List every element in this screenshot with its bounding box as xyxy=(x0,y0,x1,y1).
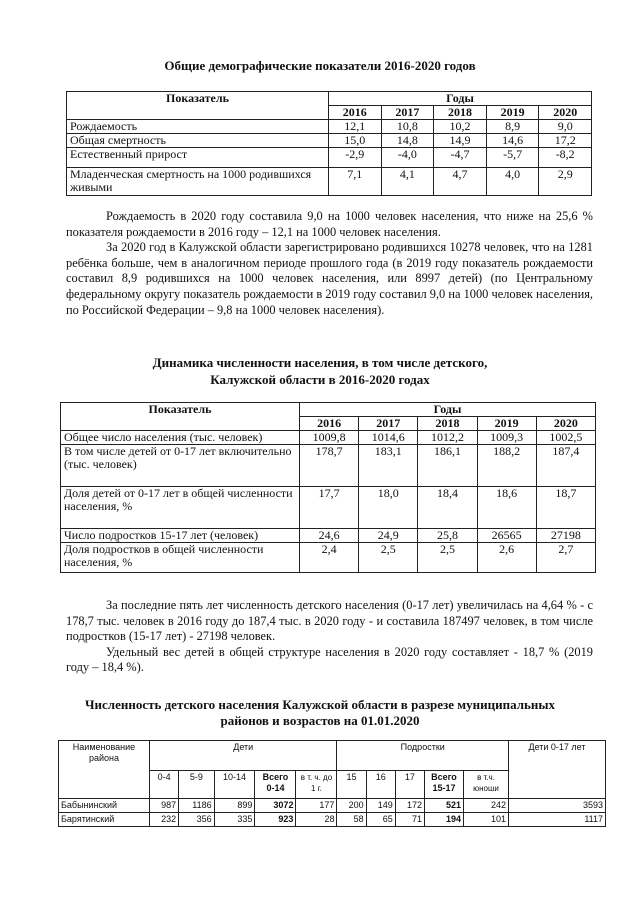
table2-title-line1: Динамика численности населения, в том числе детского, xyxy=(152,355,488,370)
table-row xyxy=(67,120,592,134)
cell: -4,7 xyxy=(434,148,487,168)
cell: 10,8 xyxy=(381,120,434,134)
cell: 1009,8 xyxy=(300,431,359,445)
cell: 987 xyxy=(150,799,179,813)
cell: 9,0 xyxy=(539,120,592,134)
cell: 58 xyxy=(337,813,366,827)
cell: 7,1 xyxy=(329,168,382,196)
table3-title-line1: Численность детского населения Калужской области в разрезе муниципальных xyxy=(84,697,556,712)
cell: 71 xyxy=(395,813,424,827)
cell: 335 xyxy=(214,813,255,827)
col-district: Наименование района xyxy=(59,741,150,799)
cell: 1012,2 xyxy=(418,431,477,445)
cell: 188,2 xyxy=(477,445,536,487)
cell: 177 xyxy=(296,799,337,813)
table-row xyxy=(59,813,606,827)
col-indicator: Показатель xyxy=(67,92,329,120)
col-years: Годы xyxy=(329,92,592,106)
cell: 1009,3 xyxy=(477,431,536,445)
cell: 232 xyxy=(150,813,179,827)
row-label: Число подростков 15-17 лет (человек) xyxy=(61,529,300,543)
sub-header: 10-14 xyxy=(214,771,255,799)
col-indicator: Показатель xyxy=(61,403,300,431)
cell: 24,6 xyxy=(300,529,359,543)
cell: 25,8 xyxy=(418,529,477,543)
table3-title-line2: районов и возрастов на 01.01.2020 xyxy=(220,713,420,728)
cell: 1117 xyxy=(509,813,606,827)
cell: 4,1 xyxy=(381,168,434,196)
cell: 242 xyxy=(464,799,509,813)
cell: 8,9 xyxy=(486,120,539,134)
cell: 4,7 xyxy=(434,168,487,196)
col-total: Дети 0-17 лет xyxy=(509,741,606,799)
cell: 2,6 xyxy=(477,543,536,573)
table1-title: Общие демографические показатели 2016-2020 годов xyxy=(164,58,476,73)
row-label: Естественный прирост xyxy=(67,148,329,168)
cell: 1014,6 xyxy=(359,431,418,445)
table-row xyxy=(59,799,606,813)
paragraph: Рождаемость в 2020 году составила 9,0 на 1000 человек населения, что ниже на 25,6 % показателя рождаемости в 2016 году – 12,1 на 1000 человек населения. xyxy=(66,209,593,239)
year-header: 2018 xyxy=(434,106,487,120)
cell: 14,6 xyxy=(486,134,539,148)
cell: 12,1 xyxy=(329,120,382,134)
year-header: 2019 xyxy=(477,417,536,431)
cell: 172 xyxy=(395,799,424,813)
cell: 18,0 xyxy=(359,487,418,529)
cell: -5,7 xyxy=(486,148,539,168)
cell: 65 xyxy=(366,813,395,827)
cell: -8,2 xyxy=(539,148,592,168)
cell: 200 xyxy=(337,799,366,813)
row-label: В том числе детей от 0-17 лет включительно (тыс. человек) xyxy=(61,445,300,487)
sub-header: в т.ч. юноши xyxy=(464,771,509,799)
cell: 2,7 xyxy=(536,543,595,573)
cell: 26565 xyxy=(477,529,536,543)
paragraph: За последние пять лет численность детского населения (0-17 лет) увеличилась на 4,64 % - с 178,7 тыс. человек в 2016 году до 187,4 тыс. в 2020 году - и составила 187497 человек, в том числе подростков (15-17 лет) - 27198 человек. xyxy=(66,598,593,644)
population-dynamics-table xyxy=(60,402,596,573)
cell: 356 xyxy=(179,813,214,827)
cell: 14,9 xyxy=(434,134,487,148)
table-row xyxy=(67,148,592,168)
row-label: Общая смертность xyxy=(67,134,329,148)
col-children: Дети xyxy=(150,741,337,771)
cell: 1002,5 xyxy=(536,431,595,445)
cell: 10,2 xyxy=(434,120,487,134)
sub-header: 16 xyxy=(366,771,395,799)
cell: 15,0 xyxy=(329,134,382,148)
year-header: 2017 xyxy=(381,106,434,120)
year-header: 2020 xyxy=(539,106,592,120)
sub-header: Всего 0-14 xyxy=(255,771,296,799)
cell: 17,7 xyxy=(300,487,359,529)
cell: -2,9 xyxy=(329,148,382,168)
cell: 3593 xyxy=(509,799,606,813)
cell: 24,9 xyxy=(359,529,418,543)
cell: 1186 xyxy=(179,799,214,813)
cell: 149 xyxy=(366,799,395,813)
cell: 186,1 xyxy=(418,445,477,487)
cell: 899 xyxy=(214,799,255,813)
cell: 923 xyxy=(255,813,296,827)
cell: 18,7 xyxy=(536,487,595,529)
cell: 521 xyxy=(425,799,464,813)
cell: 14,8 xyxy=(381,134,434,148)
sub-header: в т. ч. до 1 г. xyxy=(296,771,337,799)
demographic-indicators-table xyxy=(66,91,592,196)
cell: 2,4 xyxy=(300,543,359,573)
cell: 178,7 xyxy=(300,445,359,487)
col-years: Годы xyxy=(300,403,596,417)
row-label: Рождаемость xyxy=(67,120,329,134)
cell: 17,2 xyxy=(539,134,592,148)
paragraph: За 2020 год в Калужской области зарегистрировано родившихся 10278 человек, что на 1281 ребёнка больше, чем в аналогичном периоде прошлого года (в 2019 году показатель рождаемости составил 8,9 родившихся на 1000 человек населения, или 8997 детей) (по Центральному федеральному округу показатель рождаемости в 2019 году составил 9,0 на 1000 человек населения, по Российской Федерации – 9,8 на 1000 человек населения). xyxy=(66,240,593,317)
cell: -4,0 xyxy=(381,148,434,168)
sub-header: 15 xyxy=(337,771,366,799)
cell: 18,4 xyxy=(418,487,477,529)
paragraph-block-1 xyxy=(66,209,593,318)
paragraph: Удельный вес детей в общей структуре населения в 2020 году составляет - 18,7 % (2019 году – 18,4 %). xyxy=(66,644,593,675)
year-header: 2019 xyxy=(486,106,539,120)
year-header: 2020 xyxy=(536,417,595,431)
children-by-district-table xyxy=(58,740,606,827)
table-row xyxy=(67,168,592,196)
table-row xyxy=(61,529,596,543)
district-name: Бабынинский xyxy=(59,799,150,813)
sub-header: 0-4 xyxy=(150,771,179,799)
paragraph-block-2 xyxy=(66,598,593,676)
district-name: Барятинский xyxy=(59,813,150,827)
cell: 4,0 xyxy=(486,168,539,196)
row-label: Доля подростков в общей численности населения, % xyxy=(61,543,300,573)
year-header: 2016 xyxy=(329,106,382,120)
cell: 18,6 xyxy=(477,487,536,529)
cell: 27198 xyxy=(536,529,595,543)
year-header: 2018 xyxy=(418,417,477,431)
cell: 28 xyxy=(296,813,337,827)
sub-header: Всего 15-17 xyxy=(425,771,464,799)
cell: 194 xyxy=(425,813,464,827)
cell: 2,5 xyxy=(359,543,418,573)
row-label: Общее число населения (тыс. человек) xyxy=(61,431,300,445)
sub-header: 5-9 xyxy=(179,771,214,799)
cell: 101 xyxy=(464,813,509,827)
row-label: Младенческая смертность на 1000 родившихся живыми xyxy=(67,168,329,196)
cell: 2,9 xyxy=(539,168,592,196)
cell: 187,4 xyxy=(536,445,595,487)
table-row xyxy=(61,445,596,487)
table-row xyxy=(61,487,596,529)
row-label: Доля детей от 0-17 лет в общей численности населения, % xyxy=(61,487,300,529)
col-teens: Подростки xyxy=(337,741,509,771)
table2-title-line2: Калужской области в 2016-2020 годах xyxy=(210,372,430,387)
table-row xyxy=(67,134,592,148)
cell: 2,5 xyxy=(418,543,477,573)
cell: 3072 xyxy=(255,799,296,813)
year-header: 2016 xyxy=(300,417,359,431)
table-row xyxy=(61,431,596,445)
year-header: 2017 xyxy=(359,417,418,431)
sub-header: 17 xyxy=(395,771,424,799)
cell: 183,1 xyxy=(359,445,418,487)
table-row xyxy=(61,543,596,573)
